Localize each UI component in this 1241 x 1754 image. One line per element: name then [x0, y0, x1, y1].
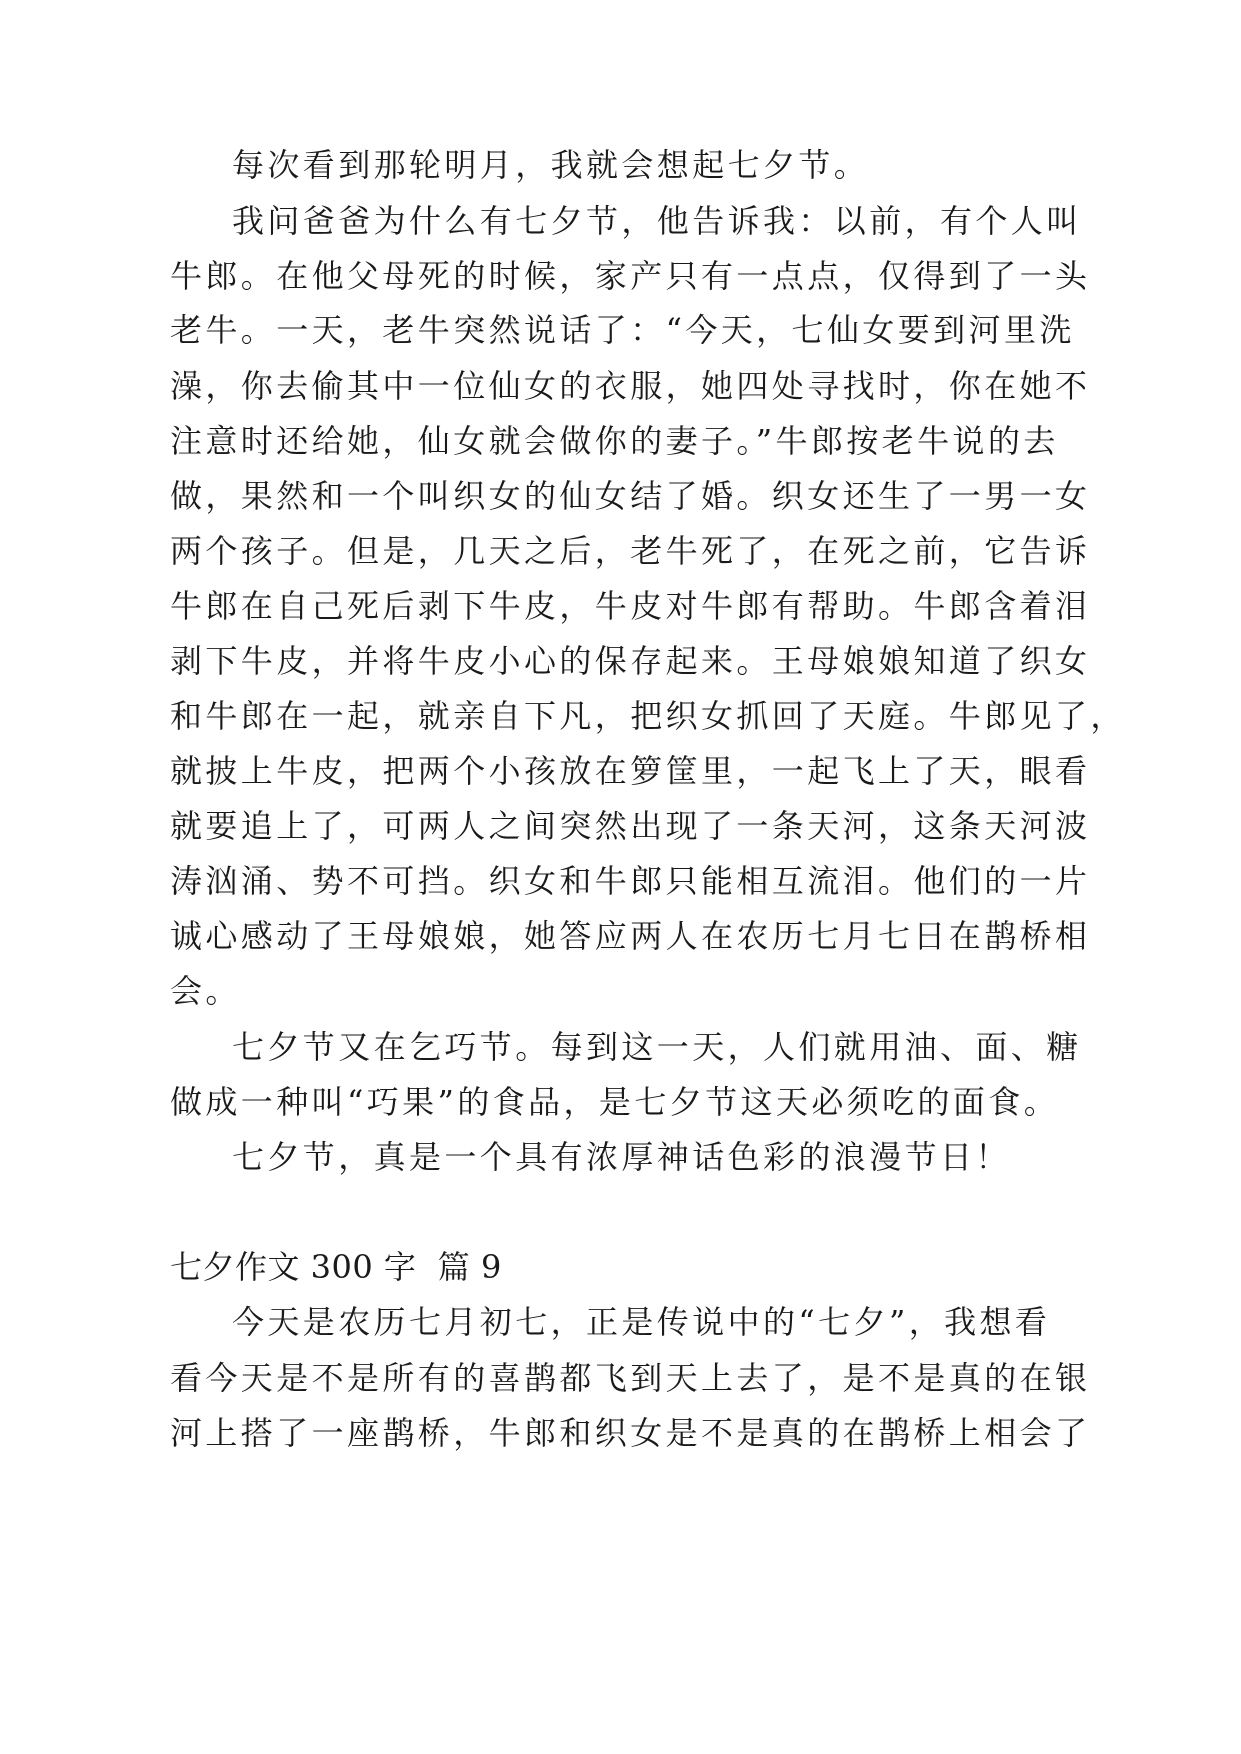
paragraph-2-line-4: 澡，你去偷其中一位仙女的衣服，她四处寻找时，你在她不: [170, 367, 1091, 405]
paragraph-2-line-11: 就披上牛皮，把两个小孩放在箩筐里，一起飞上了天，眼看: [170, 752, 1091, 790]
paragraph-2-line-14: 诚心感动了王母娘娘，她答应两人在农历七月七日在鹊桥相: [170, 917, 1091, 955]
paragraph-2-line-1: 我问爸爸为什么有七夕节，他告诉我：以前，有个人叫: [232, 202, 1082, 240]
paragraph-2-line-5: 注意时还给她，仙女就会做你的妻子。”牛郎按老牛说的去: [170, 422, 1059, 460]
paragraph-2-line-8: 牛郎在自己死后剥下牛皮，牛皮对牛郎有帮助。牛郎含着泪: [170, 587, 1091, 625]
paragraph-2-line-9: 剥下牛皮，并将牛皮小心的保存起来。王母娘娘知道了织女: [170, 642, 1091, 680]
paragraph-3-line-1: 七夕节又在乞巧节。每到这一天，人们就用油、面、糖: [232, 1028, 1082, 1066]
section-heading: 七夕作文 300 字 篇 9: [170, 1248, 502, 1286]
paragraph-3-line-2: 做成一种叫“巧果”的食品，是七夕节这天必须吃的面食。: [170, 1083, 1060, 1121]
paragraph-2-line-3: 老牛。一天，老牛突然说话了：“今天，七仙女要到河里洗: [170, 311, 1075, 349]
paragraph-5-line-3: 河上搭了一座鹊桥，牛郎和织女是不是真的在鹊桥上相会了: [170, 1414, 1091, 1452]
paragraph-2-line-2: 牛郎。在他父母死的时候，家产只有一点点，仅得到了一头: [170, 257, 1091, 295]
paragraph-2-line-12: 就要追上了，可两人之间突然出现了一条天河，这条天河波: [170, 807, 1091, 845]
paragraph-2-line-13: 涛汹涌、势不可挡。织女和牛郎只能相互流泪。他们的一片: [170, 862, 1091, 900]
paragraph-2-line-7: 两个孩子。但是，几天之后，老牛死了，在死之前，它告诉: [170, 532, 1091, 570]
paragraph-2-line-15: 会。: [170, 972, 241, 1010]
paragraph-5-line-2: 看今天是不是所有的喜鹊都飞到天上去了，是不是真的在银: [170, 1359, 1091, 1397]
paragraph-5-line-1: 今天是农历七月初七，正是传说中的“七夕”，我想看: [232, 1303, 1051, 1341]
paragraph-2-line-6: 做，果然和一个叫织女的仙女结了婚。织女还生了一男一女: [170, 477, 1091, 515]
paragraph-2-line-10: 和牛郎在一起，就亲自下凡，把织女抓回了天庭。牛郎见了，: [170, 697, 1126, 735]
paragraph-4-line-1: 七夕节，真是一个具有浓厚神话色彩的浪漫节日！: [232, 1138, 1011, 1176]
paragraph-1-line-1: 每次看到那轮明月，我就会想起七夕节。: [232, 146, 870, 184]
